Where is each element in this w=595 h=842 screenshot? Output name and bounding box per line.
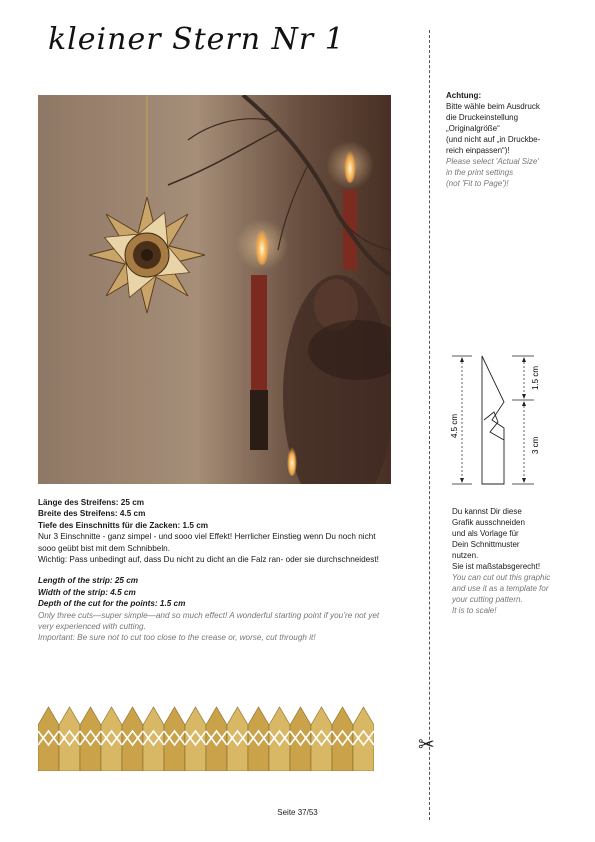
star-photo xyxy=(38,95,391,484)
cutnote-de-line: Du kannst Dir diese xyxy=(452,507,522,516)
notice-de-line: reich einpassen“)! xyxy=(446,146,510,155)
notice-de-line: (und nicht auf „in Druckbe- xyxy=(446,135,541,144)
spec-depth-en: Depth of the cut for the points: 1.5 cm xyxy=(38,599,186,609)
cutnote-en-line: You can cut out this graphic xyxy=(452,573,551,582)
strip-segment xyxy=(353,707,374,771)
strip-segment xyxy=(248,707,269,771)
instructions xyxy=(38,497,388,644)
print-notice xyxy=(446,90,586,189)
spec-length: Länge des Streifens: 25 cm xyxy=(38,498,145,507)
dim-top-label: 1.5 cm xyxy=(531,365,540,390)
cutting-template xyxy=(446,350,542,490)
notice-de-line: „Originalgröße“ xyxy=(446,124,500,133)
notice-heading: Achtung: xyxy=(446,91,482,100)
strip-segment xyxy=(101,707,122,771)
strip-segment xyxy=(122,707,143,771)
notice-en-line: Please select 'Actual Size' xyxy=(446,157,539,166)
strip-segment xyxy=(227,707,248,771)
strip-segment xyxy=(59,707,80,771)
paper-strip-illustration xyxy=(38,705,374,771)
cutnote-de-line: und als Vorlage für xyxy=(452,529,519,538)
photo-illustration xyxy=(38,95,391,484)
cutnote-de-line: nutzen. xyxy=(452,551,479,560)
strip-segment xyxy=(80,707,101,771)
cut-line xyxy=(429,30,430,820)
warning-de: Wichtig: Pass unbedingt auf, dass Du nicht zu dicht an die Falz ran- oder sie durchschneidest! xyxy=(38,555,379,565)
notice-de-line: Bitte wähle beim Ausdruck xyxy=(446,102,540,111)
strip-segment xyxy=(311,707,332,771)
instruction-de: Nur 3 Einschnitte - ganz simpel - und sooo viel Effekt! Herrlicher Einstieg wenn Du noch nicht sooo geübt bist mit dem Schnibbeln. xyxy=(38,532,376,553)
template-note xyxy=(452,506,592,616)
instruction-en: Only three cuts—super simple—and so much effect! A wonderful starting point if you’re not yet very experienced with cutting. xyxy=(38,610,380,632)
strip-graphic xyxy=(38,705,374,771)
notice-en-line: in the print settings xyxy=(446,168,514,177)
page-title: kleiner Stern Nr 1 xyxy=(48,22,345,57)
page-number: Seite 37/53 xyxy=(277,808,318,817)
notice-en-line: (not 'Fit to Page')! xyxy=(446,179,509,188)
strip-segment xyxy=(290,707,311,771)
cutnote-en-line: It is to scale! xyxy=(452,606,497,615)
cutnote-de-line: Grafik ausschneiden xyxy=(452,518,525,527)
strip-segment xyxy=(269,707,290,771)
cutnote-de-line: Dein Schnittmuster xyxy=(452,540,520,549)
strip-segment xyxy=(164,707,185,771)
dim-total-label: 4.5 cm xyxy=(450,413,459,438)
template-diagram xyxy=(446,350,542,490)
strip-segment xyxy=(206,707,227,771)
warning-en: Important: Be sure not to cut too close to the crease or, worse, cut through it! xyxy=(38,633,316,643)
cutnote-de-line: Sie ist maßstabsgerecht! xyxy=(452,562,541,571)
cutnote-en-line: and use it as a template for xyxy=(452,584,549,593)
dim-bottom-label: 3 cm xyxy=(531,436,540,454)
spec-width: Breite des Streifens: 4.5 cm xyxy=(38,509,146,519)
strip-segment xyxy=(185,707,206,771)
spec-depth: Tiefe des Einschnitts für die Zacken: 1.5 cm xyxy=(38,520,209,530)
spec-length-en: Length of the strip: 25 cm xyxy=(38,576,139,586)
strip-segment xyxy=(332,707,353,771)
strip-segment xyxy=(143,707,164,771)
notice-de-line: die Druckeinstellung xyxy=(446,113,519,122)
scissors-icon: ✂ xyxy=(418,734,435,756)
spec-width-en: Width of the strip: 4.5 cm xyxy=(38,587,136,597)
cutnote-en-line: your cutting pattern. xyxy=(452,595,523,604)
strip-segment xyxy=(38,707,59,771)
